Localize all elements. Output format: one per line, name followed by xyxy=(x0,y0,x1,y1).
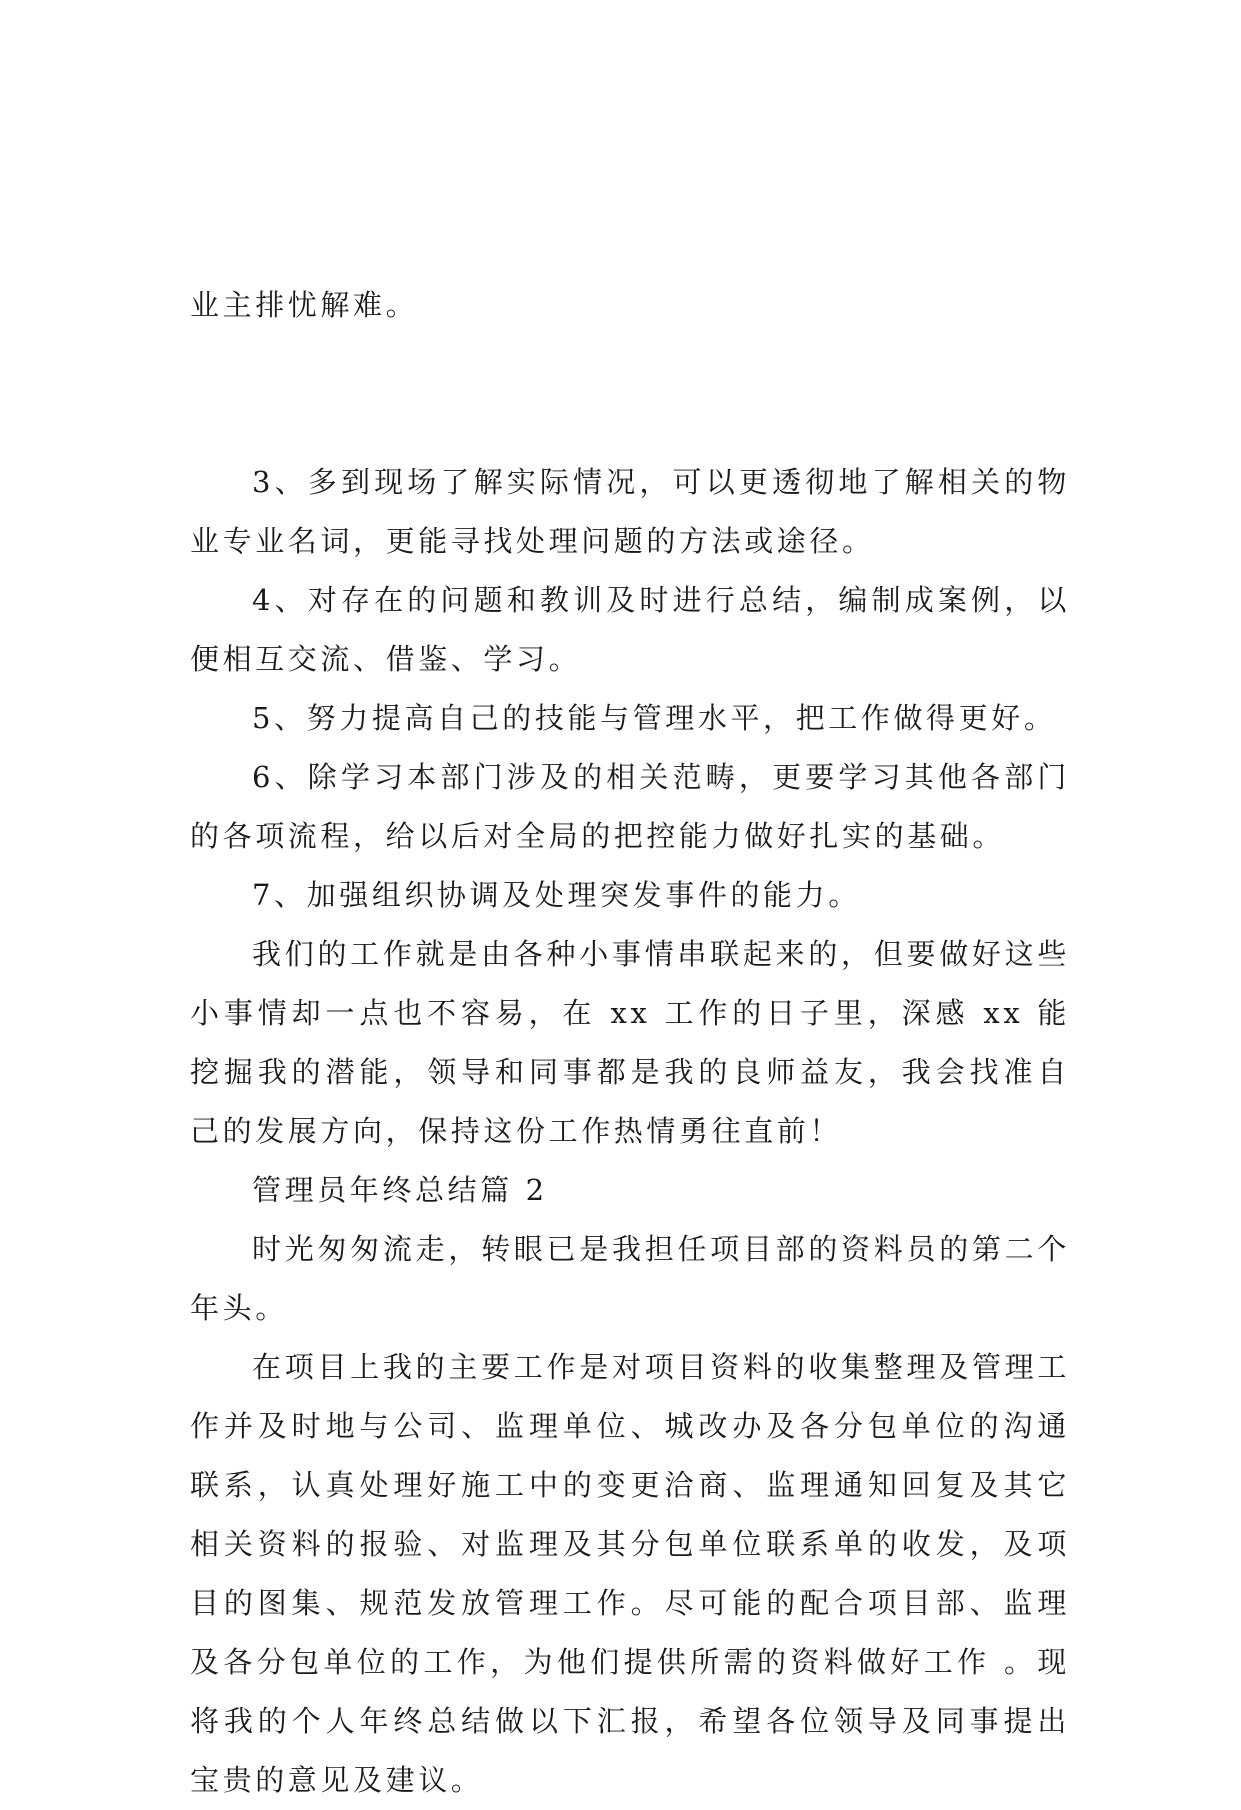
text-line: 同事提出宝贵的意见及建议。 xyxy=(190,1704,1071,1797)
text-line: 时光匆匆流走，转眼已是我担任项目部的资料员的第二 xyxy=(252,1232,1038,1266)
text-line: 业主排忧解难。 xyxy=(190,288,419,322)
paragraph-1 xyxy=(190,158,1070,453)
text-line: 作 。现将我的个人年终总结做以下汇报，希望各位领导及 xyxy=(190,1645,1070,1738)
text-line: 个年头。 xyxy=(190,1232,1070,1325)
text-line: 己的发展方向，保持这份工作热情勇往直前！ xyxy=(190,1114,843,1148)
text-line: 挖掘我的潜能，领导和同事都是我的良师益友，我会找准自 xyxy=(190,1055,1070,1089)
paragraph-item-4 xyxy=(190,571,1070,689)
text-line: 些小事情却一点也不容易，在 xx 工作的日子里，深感 xx 能 xyxy=(190,937,1070,1030)
paragraph-conclusion xyxy=(190,925,1070,1161)
text-line: 在项目上我的主要工作是对项目资料的收集整理及管 xyxy=(252,1350,1005,1384)
paragraph-item-7 xyxy=(190,866,1070,925)
text-line: 我们的工作就是由各种小事情串联起来的，但要做好这 xyxy=(252,937,1038,971)
paragraph-item-3 xyxy=(190,453,1070,571)
text-line: 门的各项流程，给以后对全局的把控能力做好扎实的基础。 xyxy=(190,760,1070,853)
text-line: 沟通联系，认真处理好施工中的变更洽商、监理通知回复及 xyxy=(190,1409,1070,1502)
paragraph-item-6 xyxy=(190,748,1070,866)
text-line: 6、除学习本部门涉及的相关范畴，更要学习其他各部 xyxy=(252,760,1038,794)
text-line: 其它相关资料的报验、对监理及其分包单位联系单的收发， xyxy=(190,1468,1070,1561)
paragraph-main-work xyxy=(190,1338,1070,1810)
section-heading xyxy=(190,1161,1070,1220)
text-line: 物业专业名词，更能寻找处理问题的方法或途径。 xyxy=(190,465,1070,558)
paragraph-intro xyxy=(190,1220,1070,1338)
text-line: 5、努力提高自己的技能与管理水平，把工作做得更好。 xyxy=(252,701,1057,735)
text-line: 理工作并及时地与公司、监理单位、城改办及各分包单位的 xyxy=(190,1350,1070,1443)
text-line: 监理及各分包单位的工作，为他们提供所需的资料做好工 xyxy=(190,1586,1070,1679)
text-line: 3、多到现场了解实际情况，可以更透彻地了解相关的 xyxy=(252,465,1038,499)
text-line: 4、对存在的问题和教训及时进行总结，编制成案例， xyxy=(252,583,1038,617)
text-line: 以便相互交流、借鉴、学习。 xyxy=(190,583,1070,676)
text-line: 及项目的图集、规范发放管理工作。尽可能的配合项目部、 xyxy=(190,1527,1070,1620)
paragraph-item-5 xyxy=(190,689,1070,748)
document-body xyxy=(190,158,1070,1810)
text-line: 7、加强组织协调及处理突发事件的能力。 xyxy=(252,878,861,912)
heading-text: 管理员年终总结篇 2 xyxy=(252,1173,548,1207)
